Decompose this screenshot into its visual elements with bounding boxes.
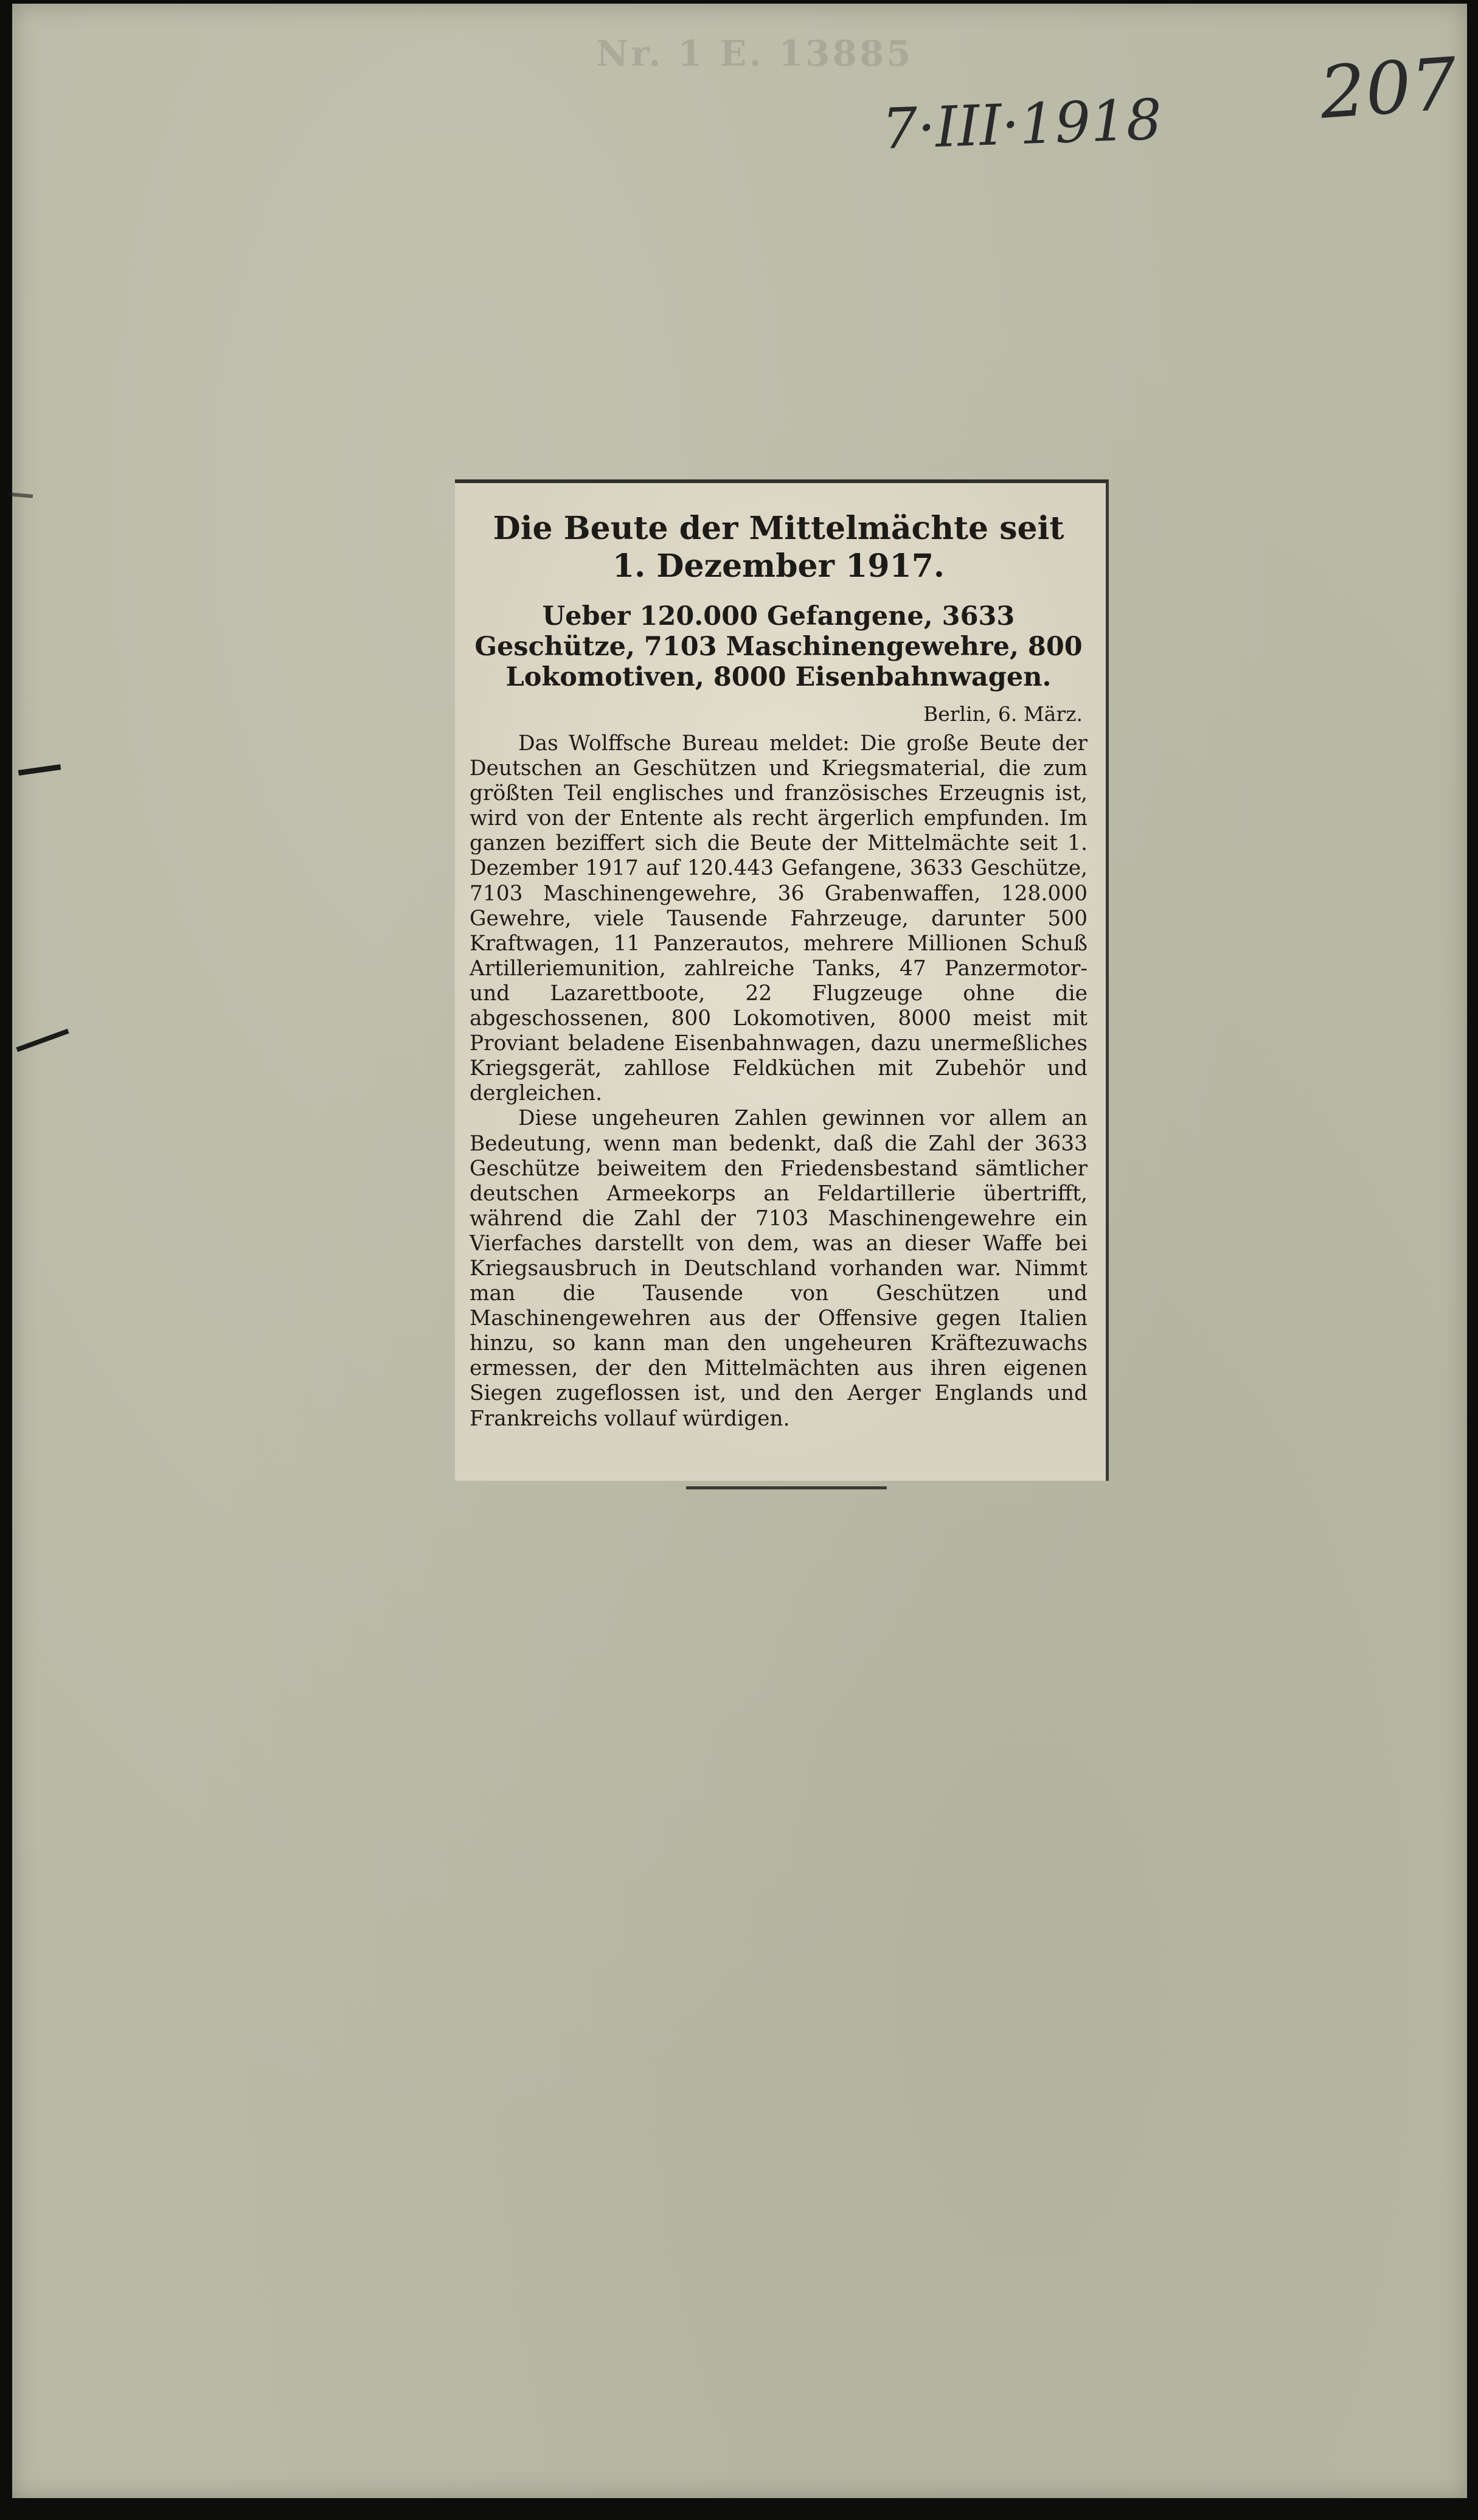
clipping-subheadline: Ueber 120.000 Gefangene, 3633 Geschütze, 7103 Maschinengewehre, 800 Lokomotiven, 8000 Eisenbahnwagen. [474, 601, 1083, 692]
handwritten-date: 7·III·1918 [881, 87, 1163, 162]
faded-stamp: Nr. 1 E. 13885 [596, 33, 914, 74]
article-paragraph: Diese ungeheuren Zahlen gewinnen vor allem an Bedeutung, wenn man bedenkt, daß die Zahl der 3633 Geschütze beiweitem den Friedensbestand sämtlicher deutschen Armeekorps an Feldartillerie übertrifft, während die Zahl der 7103 Maschinengewehre ein Vierfaches darstellt von dem, was an dieser Waffe bei Kriegsausbruch in Deutschland vorhanden war. Nimmt man die Tausende von Geschützen und Maschinengewehren aus der Offensive gegen Italien hinzu, so kann man den ungeheuren Kräftezuwachs ermessen, der den Mittelmächten aus ihren eigenen Siegen zugeflossen ist, und den Aerger Englands und Frankreichs vollauf würdigen. [470, 1106, 1088, 1431]
newspaper-clipping [455, 479, 1109, 1481]
archive-sheet [12, 4, 1467, 2498]
edge-tear-mark [9, 492, 33, 498]
article-paragraph: Das Wolffsche Bureau meldet: Die große Beute der Deutschen an Geschützen und Kriegsmaterial, die zum größten Teil englisches und französisches Erzeugnis ist, wird von der Entente als recht ärgerlich empfunden. Im ganzen beziffert sich die Beute der Mittelmächte seit 1. Dezember 1917 auf 120.443 Gefangene, 3633 Geschütze, 7103 Maschinengewehre, 36 Grabenwaffen, 128.000 Gewehre, viele Tausende Fahrzeuge, darunter 500 Kraftwagen, 11 Panzerautos, mehrere Millionen Schuß Artilleriemunition, zahlreiche Tanks, 47 Panzermotor- und Lazarettboote, 22 Flugzeuge ohne die abgeschossenen, 800 Lokomotiven, 8000 meist mit Proviant beladene Eisenbahnwagen, dazu unermeßliches Kriegsgerät, zahllose Feldküchen mit Zubehör und dergleichen. [470, 731, 1088, 1106]
edge-tear-mark [18, 764, 61, 776]
clipping-dateline: Berlin, 6. März. [923, 702, 1083, 726]
folio-number: 207 [1317, 41, 1460, 135]
clipping-bottom-rule [686, 1486, 887, 1489]
clipping-headline-line1: Die Beute der Mittelmächte seit [493, 510, 1064, 547]
edge-tear-mark [16, 1029, 69, 1052]
clipping-headline-line2: 1. Dezember 1917. [612, 548, 945, 585]
